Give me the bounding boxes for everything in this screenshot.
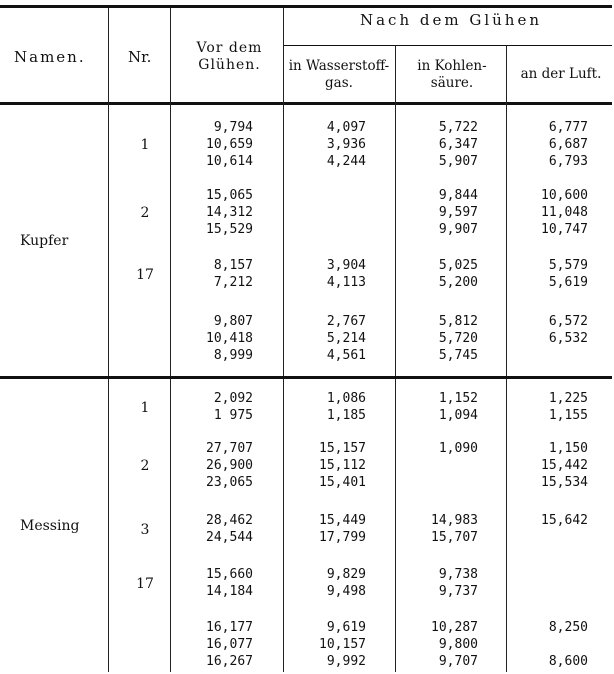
table-cell: 9,794 [213, 120, 253, 135]
table-cell: 23,065 [206, 475, 253, 491]
table-cell: 9,907 [438, 222, 478, 238]
table-cell: 26,900 [206, 458, 253, 474]
table-cell: 10,747 [541, 222, 588, 238]
group-number: 2 [140, 458, 150, 475]
table-cell: 16,077 [206, 637, 253, 653]
table-cell: 9,844 [438, 188, 478, 203]
table-cell: 4,097 [326, 120, 366, 135]
table-cell: 15,529 [206, 222, 253, 238]
table-cell: 5,025 [438, 258, 478, 273]
table-cell: 4,244 [326, 154, 366, 170]
header-bottom-rule [0, 102, 612, 105]
table-cell: 10,659 [206, 137, 253, 153]
table-cell: 9,597 [438, 205, 478, 221]
table-cell: 8,600 [548, 654, 588, 670]
table-cell: 1,185 [326, 408, 366, 424]
table-cell: 5,812 [438, 314, 478, 329]
table-cell: 2,092 [213, 391, 253, 406]
table-cell: 2,767 [326, 314, 366, 329]
table-cell: 1,155 [548, 408, 588, 424]
table-cell: 15,157 [319, 441, 366, 456]
table-cell: 27,707 [206, 441, 253, 456]
table-cell: 10,600 [541, 188, 588, 203]
table-cell: 5,907 [438, 154, 478, 170]
table-cell: 9,619 [326, 620, 366, 635]
table-cell: 9,498 [326, 584, 366, 600]
table-cell: 11,048 [541, 205, 588, 221]
table-cell: 16,177 [206, 620, 253, 635]
table-cell: 15,707 [431, 530, 478, 546]
header-vor-line2: Glühen. [198, 57, 261, 73]
header-wasserstoffgas [284, 58, 394, 92]
table-cell: 1,094 [438, 408, 478, 424]
table-cell: 3,904 [326, 258, 366, 273]
table-cell: 8,157 [213, 258, 253, 273]
table-cell: 6,687 [548, 137, 588, 153]
header-an-der-luft: an der Luft. [520, 66, 602, 82]
table-cell: 1 975 [213, 408, 253, 424]
header-vor-line1: Vor dem [196, 40, 263, 56]
table-cell: 5,619 [548, 275, 588, 291]
subheader-rule [284, 45, 612, 46]
column-divider-wasser [395, 45, 396, 672]
column-divider-kohlen [506, 45, 507, 672]
table-cell: 6,793 [548, 154, 588, 170]
table-cell: 6,777 [548, 120, 588, 135]
table-cell: 10,157 [319, 637, 366, 653]
group-number: 3 [140, 521, 150, 538]
table-cell: 14,184 [206, 584, 253, 600]
header-kohlensaeure [397, 58, 507, 92]
table-cell: 5,745 [438, 348, 478, 364]
column-divider-nr [170, 8, 171, 672]
table-cell: 10,287 [431, 620, 478, 635]
header-vor-dem-gluehen [182, 40, 277, 74]
table-cell: 9,807 [213, 314, 253, 329]
table-cell: 9,738 [438, 567, 478, 582]
group-number: 17 [136, 266, 154, 283]
table-cell: 15,534 [541, 475, 588, 491]
section-divider-rule [0, 376, 612, 379]
table-cell: 6,572 [548, 314, 588, 329]
table-cell: 1,150 [548, 441, 588, 456]
table-cell: 9,992 [326, 654, 366, 670]
header-wasser-line2: gas. [325, 75, 353, 91]
table-cell: 8,250 [548, 620, 588, 635]
table-cell: 24,544 [206, 530, 253, 546]
group-number: 17 [136, 575, 154, 592]
column-divider-name [108, 8, 109, 672]
table-cell: 15,642 [541, 513, 588, 528]
table-cell: 1,086 [326, 391, 366, 406]
table-cell: 6,532 [548, 331, 588, 347]
section-name: Messing [20, 518, 80, 534]
table-cell: 15,660 [206, 567, 253, 582]
table-cell: 5,579 [548, 258, 588, 273]
table-cell: 15,065 [206, 188, 253, 203]
table-cell: 5,214 [326, 331, 366, 347]
header-namen: Namen. [14, 48, 86, 66]
column-divider-vor [283, 8, 284, 672]
header-nr: Nr. [128, 48, 152, 66]
table-cell: 6,347 [438, 137, 478, 153]
table-cell: 9,737 [438, 584, 478, 600]
table-cell: 4,561 [326, 348, 366, 364]
table-cell: 9,800 [438, 637, 478, 653]
header-kohlen-line2: säure. [430, 75, 474, 91]
table-cell: 15,112 [319, 458, 366, 474]
top-rule [0, 5, 612, 8]
table-cell: 15,449 [319, 513, 366, 528]
group-number: 1 [140, 137, 150, 154]
table-cell: 5,200 [438, 275, 478, 291]
table-cell: 10,614 [206, 154, 253, 170]
table-cell: 15,442 [541, 458, 588, 474]
header-kohlen-line1: in Kohlen- [417, 58, 487, 74]
table-cell: 7,212 [213, 275, 253, 291]
group-number: 2 [140, 205, 150, 222]
table-cell: 3,936 [326, 137, 366, 153]
table-cell: 1,225 [548, 391, 588, 406]
header-wasser-line1: in Wasserstoff- [288, 58, 390, 74]
table-cell: 14,312 [206, 205, 253, 221]
table-cell: 5,722 [438, 120, 478, 135]
group-number: 1 [140, 399, 150, 416]
section-name: Kupfer [20, 233, 69, 249]
table-cell: 1,090 [438, 441, 478, 456]
table-cell: 14,983 [431, 513, 478, 528]
table-cell: 9,829 [326, 567, 366, 582]
header-nach-dem-gluehen: Nach dem Glühen [359, 11, 542, 29]
table-cell: 17,799 [319, 530, 366, 546]
table-cell: 1,152 [438, 391, 478, 406]
table-cell: 10,418 [206, 331, 253, 347]
table-cell: 8,999 [213, 348, 253, 364]
table-cell: 28,462 [206, 513, 253, 528]
table-cell: 5,720 [438, 331, 478, 347]
table-cell: 9,707 [438, 654, 478, 670]
table-cell: 4,113 [326, 275, 366, 291]
table-cell: 16,267 [206, 654, 253, 670]
table-cell: 15,401 [319, 475, 366, 491]
